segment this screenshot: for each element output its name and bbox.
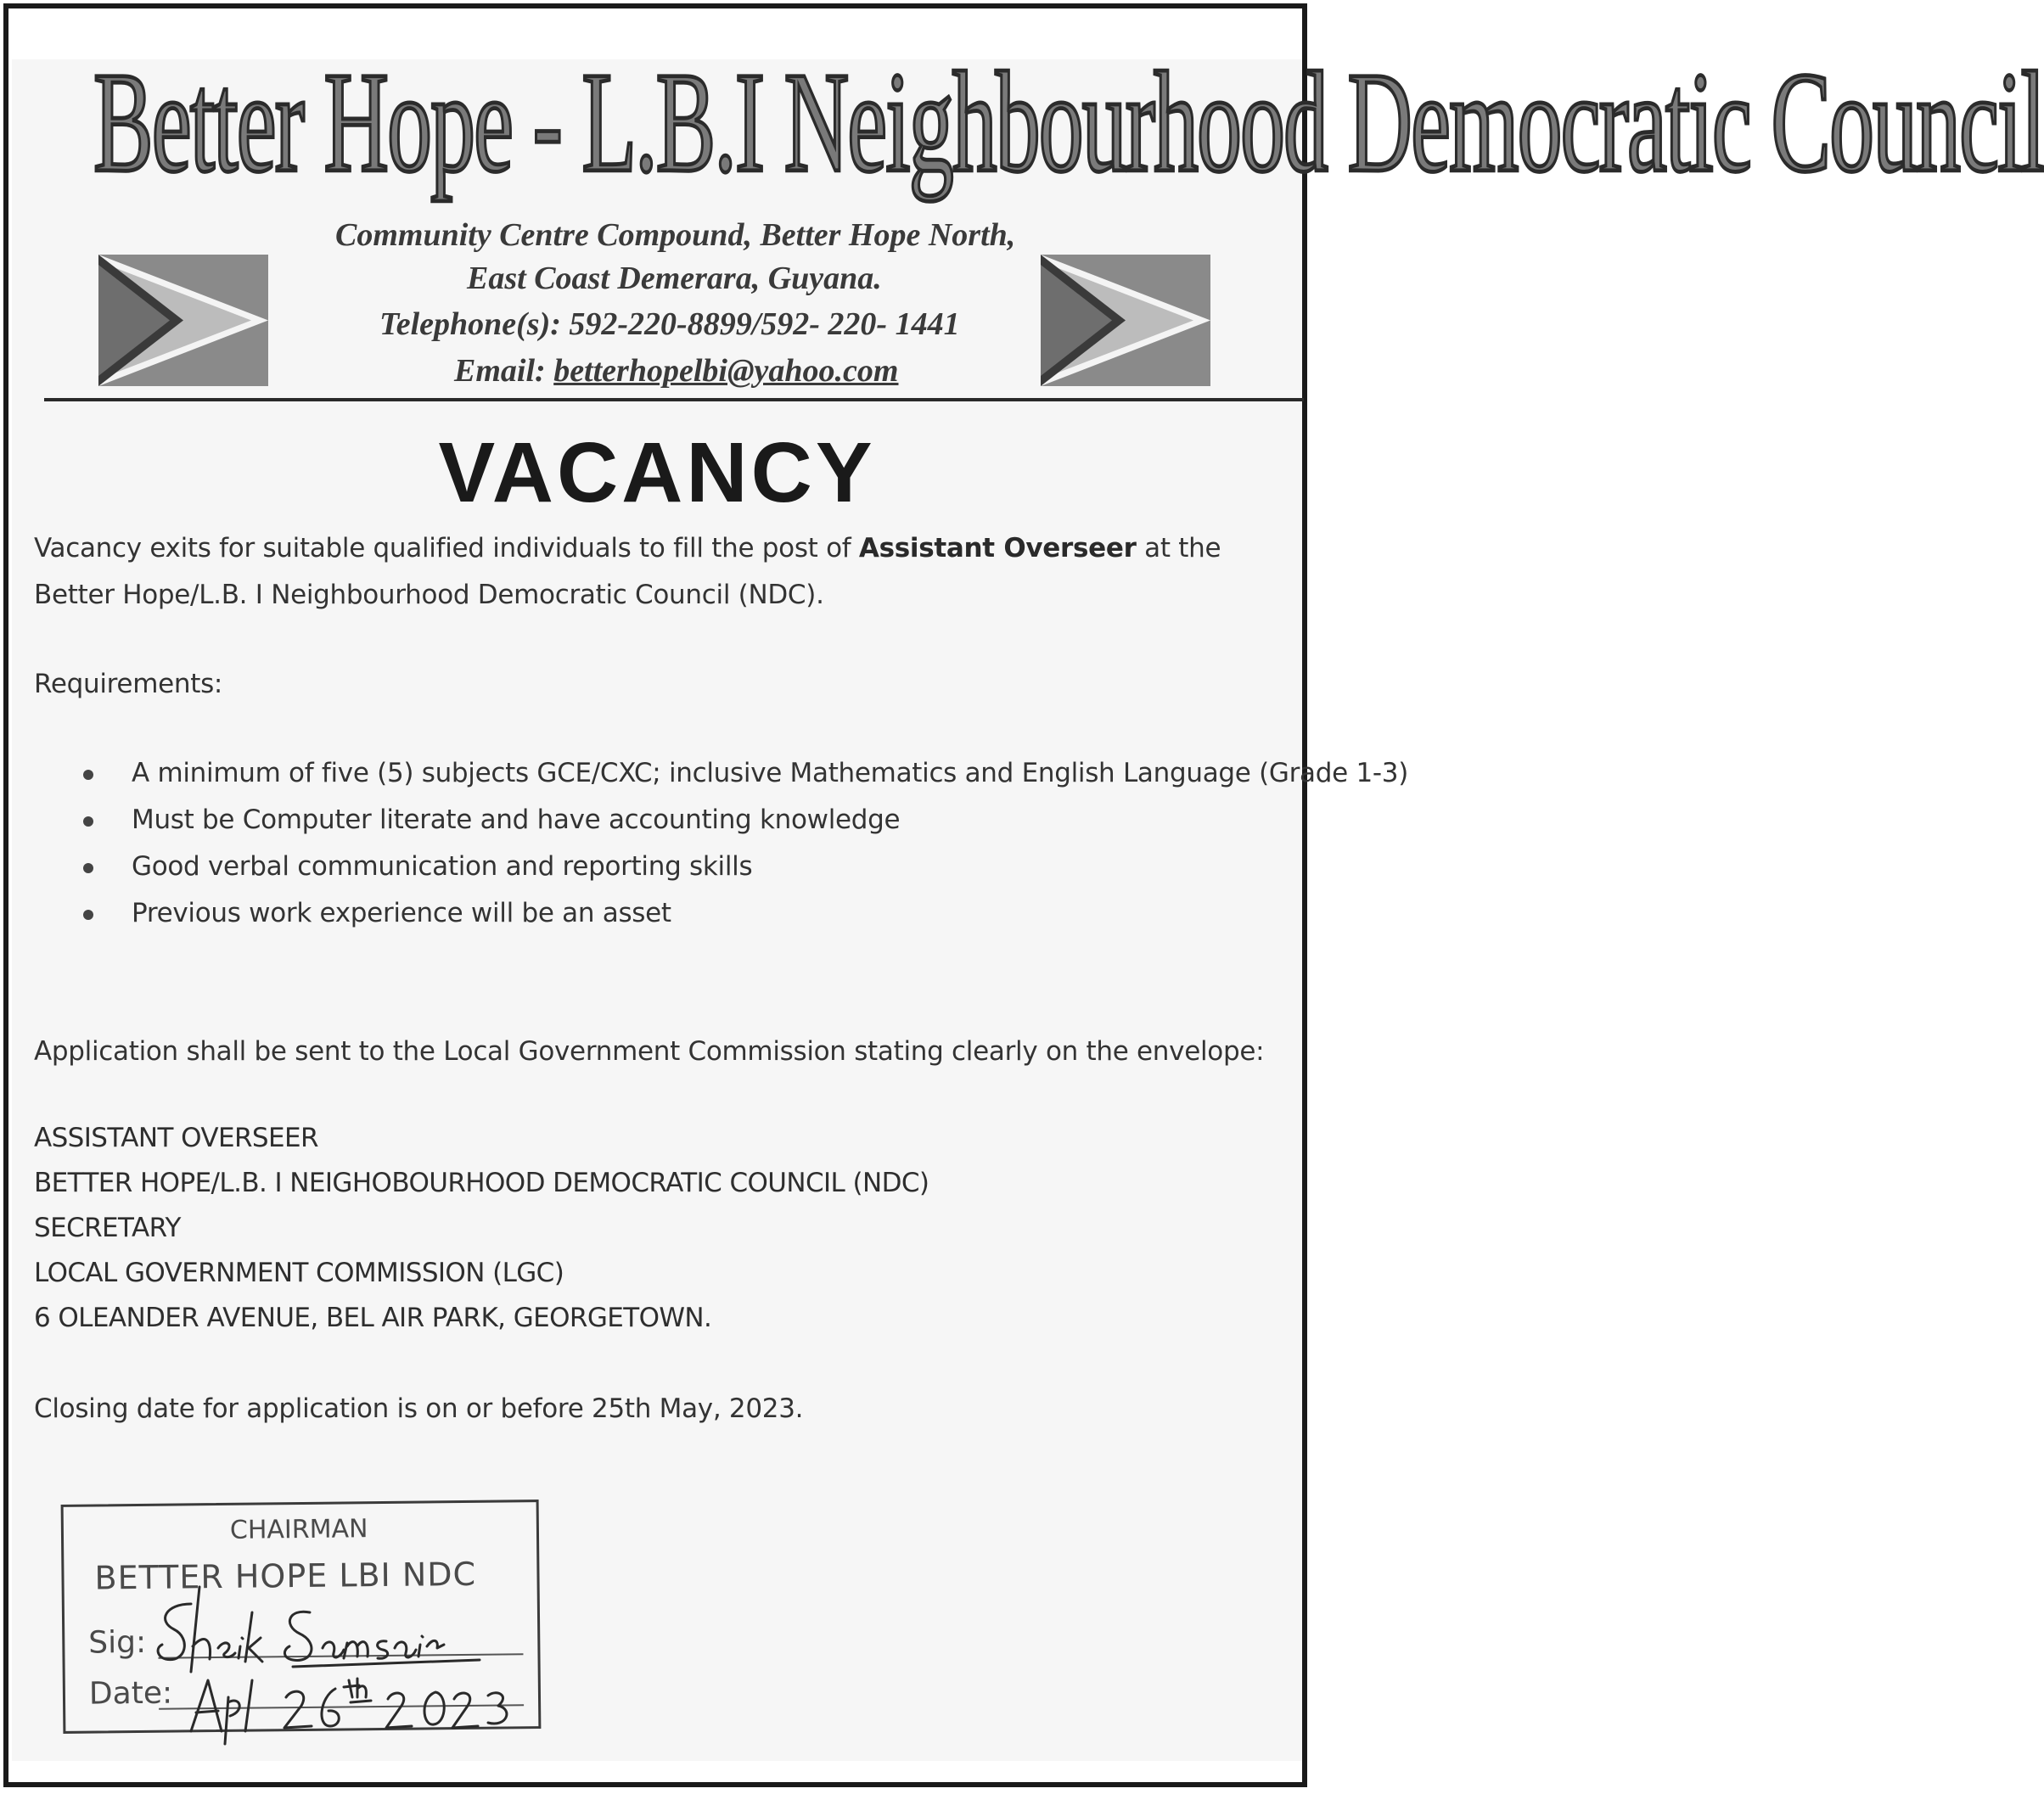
stamp-organization: BETTER HOPE LBI NDC: [94, 1555, 477, 1597]
application-instruction: Application shall be sent to the Local Government Commission stating clearly on the envelope:: [34, 1036, 1265, 1067]
envelope-address-line: BETTER HOPE/L.B. I NEIGHOBOURHOOD DEMOCRATIC COUNCIL (NDC): [34, 1168, 929, 1198]
bullet-icon: [83, 770, 93, 780]
intro-text-after: at the: [1136, 533, 1221, 563]
requirement-text: A minimum of five (5) subjects GCE/CXC; inclusive Mathematics and English Language (Grade 1-3): [132, 758, 1408, 788]
stamp-sig-label: Sig:: [88, 1624, 147, 1661]
email-address: betterhopelbi@yahoo.com: [553, 353, 899, 389]
vacancy-title: VACANCY: [438, 425, 876, 520]
stamp-chairman: CHAIRMAN: [229, 1514, 368, 1545]
intro-line-2: Better Hope/L.B. I Neighbourhood Democratic Council (NDC).: [34, 580, 824, 610]
bullet-icon: [83, 910, 93, 920]
envelope-address-line: 6 OLEANDER AVENUE, BEL AIR PARK, GEORGETOWN.: [34, 1303, 712, 1333]
envelope-address-line: ASSISTANT OVERSEER: [34, 1123, 318, 1153]
address-line-1: Community Centre Compound, Better Hope North,: [335, 217, 1016, 253]
requirement-text: Good verbal communication and reporting skills: [132, 851, 753, 882]
requirements-heading: Requirements:: [34, 669, 223, 699]
requirement-text: Previous work experience will be an asset: [132, 898, 671, 928]
bullet-icon: [83, 816, 93, 827]
stamp-date-label: Date:: [88, 1675, 173, 1712]
header-divider: [44, 398, 1304, 401]
post-title: Assistant Overseer: [858, 533, 1137, 563]
address-line-2: East Coast Demerara, Guyana.: [467, 261, 882, 296]
telephone-line: Telephone(s): 592-220-8899/592- 220- 1441: [379, 306, 960, 342]
closing-date: Closing date for application is on or before 25th May, 2023.: [34, 1393, 804, 1424]
guyana-flag-icon: [98, 255, 268, 386]
intro-line-1: [34, 533, 1221, 563]
intro-text-before: Vacancy exits for suitable qualified individuals to fill the post of: [34, 533, 859, 563]
envelope-address-line: SECRETARY: [34, 1213, 181, 1243]
council-name-heading: Better Hope - L.B.I Neighbourhood Democratic Council: [93, 42, 2044, 202]
bullet-icon: [83, 863, 93, 873]
envelope-address-line: LOCAL GOVERNMENT COMMISSION (LGC): [34, 1258, 564, 1288]
guyana-flag-icon: [1041, 255, 1210, 386]
email-label: Email:: [454, 353, 554, 389]
requirement-text: Must be Computer literate and have accounting knowledge: [132, 804, 901, 835]
handwritten-signature: [140, 1553, 531, 1748]
email-line: [454, 352, 898, 390]
